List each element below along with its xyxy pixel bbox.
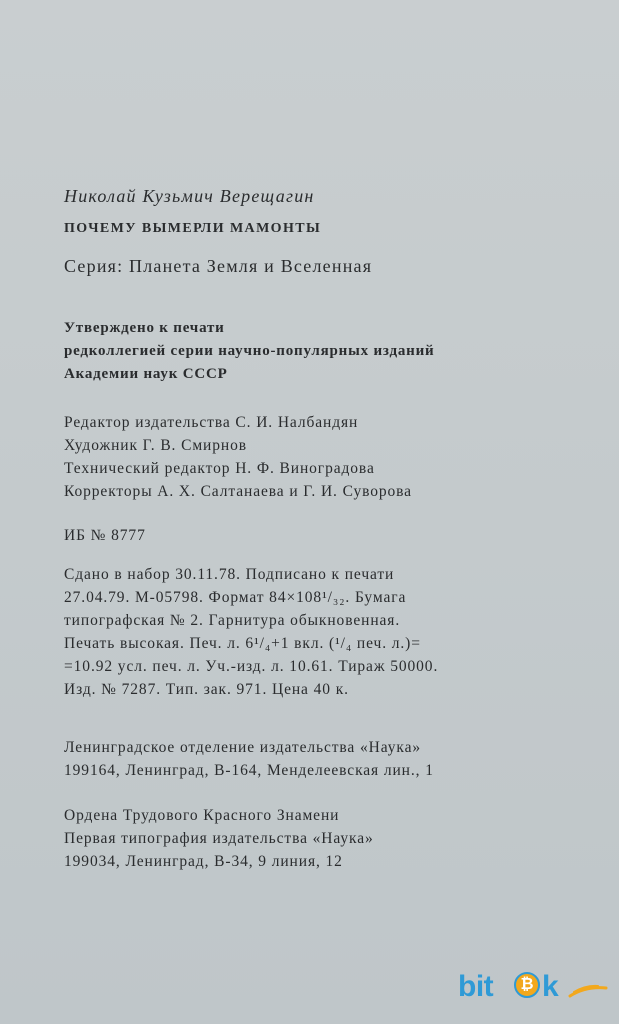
bitcoin-coin-icon: ₿ (514, 972, 540, 998)
series-name: Серия: Планета Земля и Вселенная (64, 256, 373, 276)
staff-artist: Художник Г. В. Смирнов (64, 437, 247, 454)
watermark-text-right: k (542, 970, 559, 1003)
publisher-line-1: Ленинградское отделение издательства «Наука» (64, 739, 421, 756)
swoosh-icon (568, 984, 608, 998)
publisher-line-2: 199164, Ленинград, В-164, Менделеевская лин., 1 (64, 762, 434, 779)
imprint-line-2: 27.04.79. М-05798. Формат 84×108¹/₃₂. Бумага (64, 589, 407, 606)
printer-line-2: Первая типография издательства «Наука» (64, 830, 374, 847)
imprint-line-1: Сдано в набор 30.11.78. Подписано к печати (64, 566, 395, 583)
approval-line-2: редколлегией серии научно-популярных изданий (64, 343, 435, 359)
imprint-line-6: Изд. № 7287. Тип. зак. 971. Цена 40 к. (64, 681, 349, 698)
book-title: ПОЧЕМУ ВЫМЕРЛИ МАМОНТЫ (64, 221, 322, 236)
printer-line-1: Ордена Трудового Красного Знамени (64, 807, 340, 824)
staff-tech-editor: Технический редактор Н. Ф. Виноградова (64, 460, 375, 477)
imprint-line-5: =10.92 усл. печ. л. Уч.-изд. л. 10.61. Тираж 50000. (64, 658, 439, 675)
ib-number: ИБ № 8777 (64, 527, 146, 544)
imprint-line-3: типографская № 2. Гарнитура обыкновенная. (64, 612, 401, 629)
approval-line-1: Утверждено к печати (64, 320, 225, 336)
author-name: Николай Кузьмич Верещагин (64, 186, 315, 206)
staff-editor: Редактор издательства С. И. Налбандян (64, 414, 359, 431)
approval-line-3: Академии наук СССР (64, 366, 228, 382)
bitok-watermark-logo (458, 966, 608, 1010)
staff-proofreaders: Корректоры А. Х. Салтанаева и Г. И. Суворова (64, 483, 412, 500)
imprint-line-4: Печать высокая. Печ. л. 6¹/₄+1 вкл. (¹/₄ печ. л.)= (64, 635, 421, 652)
watermark-text-left: bit (458, 970, 494, 1003)
printer-line-3: 199034, Ленинград, В-34, 9 линия, 12 (64, 853, 343, 870)
